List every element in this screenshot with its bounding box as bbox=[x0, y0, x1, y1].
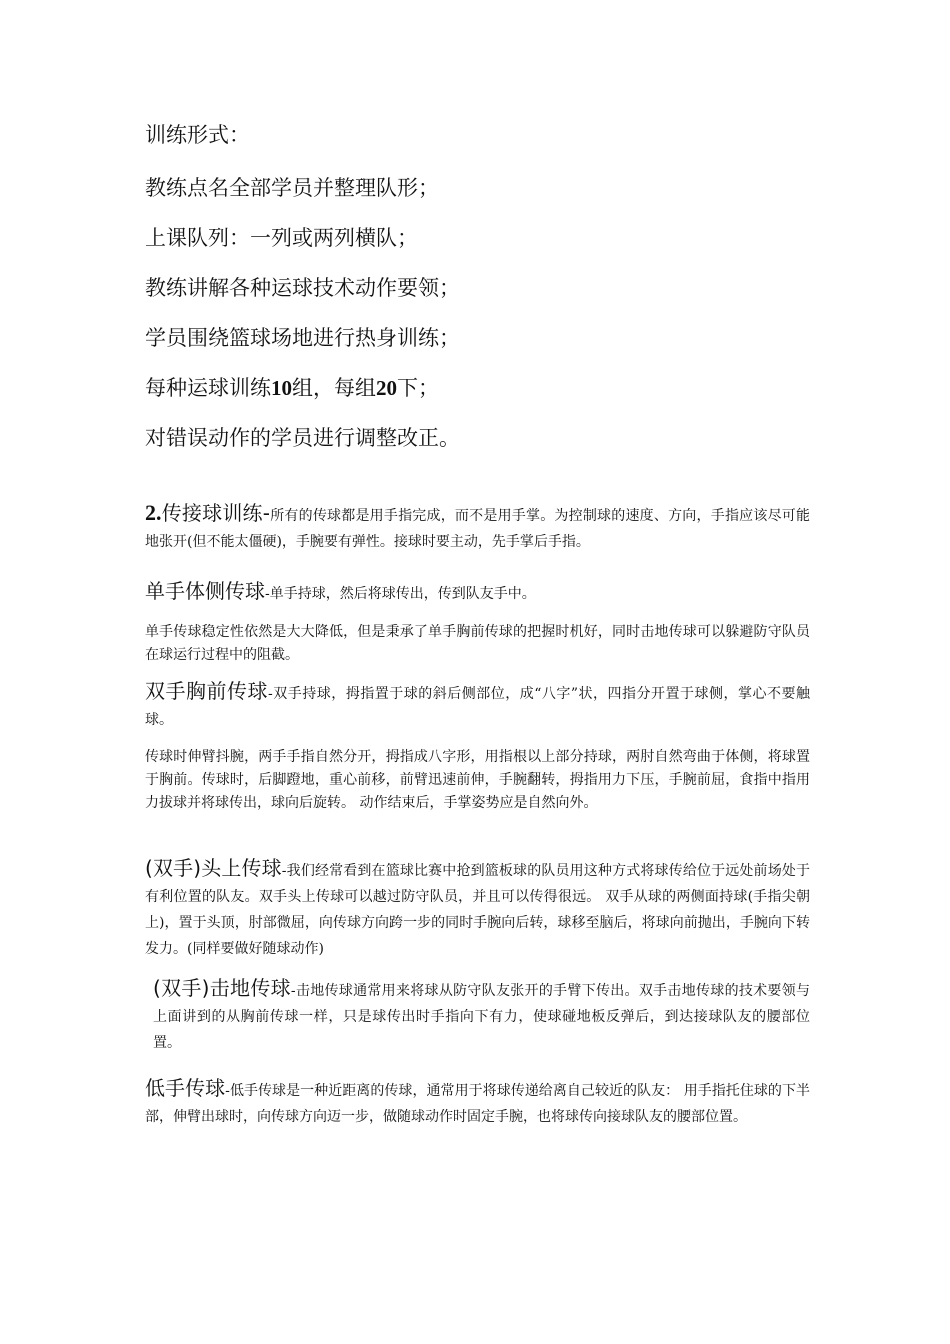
passing-heading: 2.传接球训练- bbox=[145, 500, 270, 525]
form-item-5: 每种运球训练10组，每组20下； bbox=[145, 376, 439, 400]
form-item-1: 教练点名全部学员并整理队形； bbox=[145, 176, 439, 200]
chest-pass-body: 传球时伸臂抖腕，两手手指自然分开，拇指成八字形，用指根以上部分持球，两肘自然弯曲于体侧，将球置于胸前。传球时，后脚蹬地，重心前移，前臂迅速前伸，手腕翻转，拇指用力下压，手腕前屈，食指中指用力拔球并将球传出，球向后旋转。 动作结束后，手掌姿势应是自然向外。 bbox=[145, 749, 810, 811]
one-hand-side-pass-lead: 单手体侧传球-单手持球，然后将球传出，传到队友手中。 bbox=[145, 579, 536, 603]
one-hand-side-pass-body: 单手传球稳定性依然是大大降低，但是秉承了单手胸前传球的把握时机好，同时击地传球可以躲避防守队员在球运行过程中的阻截。 bbox=[145, 624, 810, 663]
bounce-pass: (双手)击地传球-击地传球通常用来将球从防守队友张开的手臂下传出。双手击地传球的技术要领与上面讲到的从胸前传球一样，只是球传出时手指向下有力，使球碰地板反弹后，到达接球队友的腰部位置。 bbox=[153, 976, 811, 1051]
low-hand-pass: 低手传球-低手传球是一种近距离的传球，通常用于将球传递给离自己较近的队友： 用手指托住球的下半部，伸臂出球时，向传球方向迈一步，做随球动作时固定手腕，也将球传向接球队友的腰部位置。 bbox=[145, 1076, 811, 1125]
form-item-6: 对错误动作的学员进行调整改正。 bbox=[145, 426, 460, 450]
passing-section-intro: 2.传接球训练-所有的传球都是用手指完成，而不是用手掌。为控制球的速度、方向，手指应该尽可能地张开(但不能太僵硬)，手腕要有弹性。接球时要主动，先手掌后手指。 bbox=[145, 500, 810, 550]
chest-pass-lead: 双手胸前传球-双手持球，拇指置于球的斜后侧部位，成“八字”状，四指分开置于球侧，掌心不要触球。 bbox=[145, 679, 811, 728]
form-item-2: 上课队列：一列或两列横队； bbox=[145, 226, 418, 250]
form-item-3: 教练讲解各种运球技术动作要领； bbox=[145, 276, 460, 300]
form-item-4: 学员围绕篮球场地进行热身训练； bbox=[145, 326, 460, 350]
overhead-pass: (双手)头上传球-我们经常看到在篮球比赛中抢到篮板球的队员用这种方式将球传给位于远处前场处于有利位置的队友。双手头上传球可以越过防守队员，并且可以传得很远。 双手从球的两侧面持球(手指尖朝上)，置于头顶，肘部微屈，向传球方向跨一步的同时手腕向后转，球移至脑后，将球向前抛出，手腕向下转发力。(同样要做好随球动作) bbox=[145, 856, 810, 957]
form-title: 训练形式： bbox=[145, 123, 250, 147]
